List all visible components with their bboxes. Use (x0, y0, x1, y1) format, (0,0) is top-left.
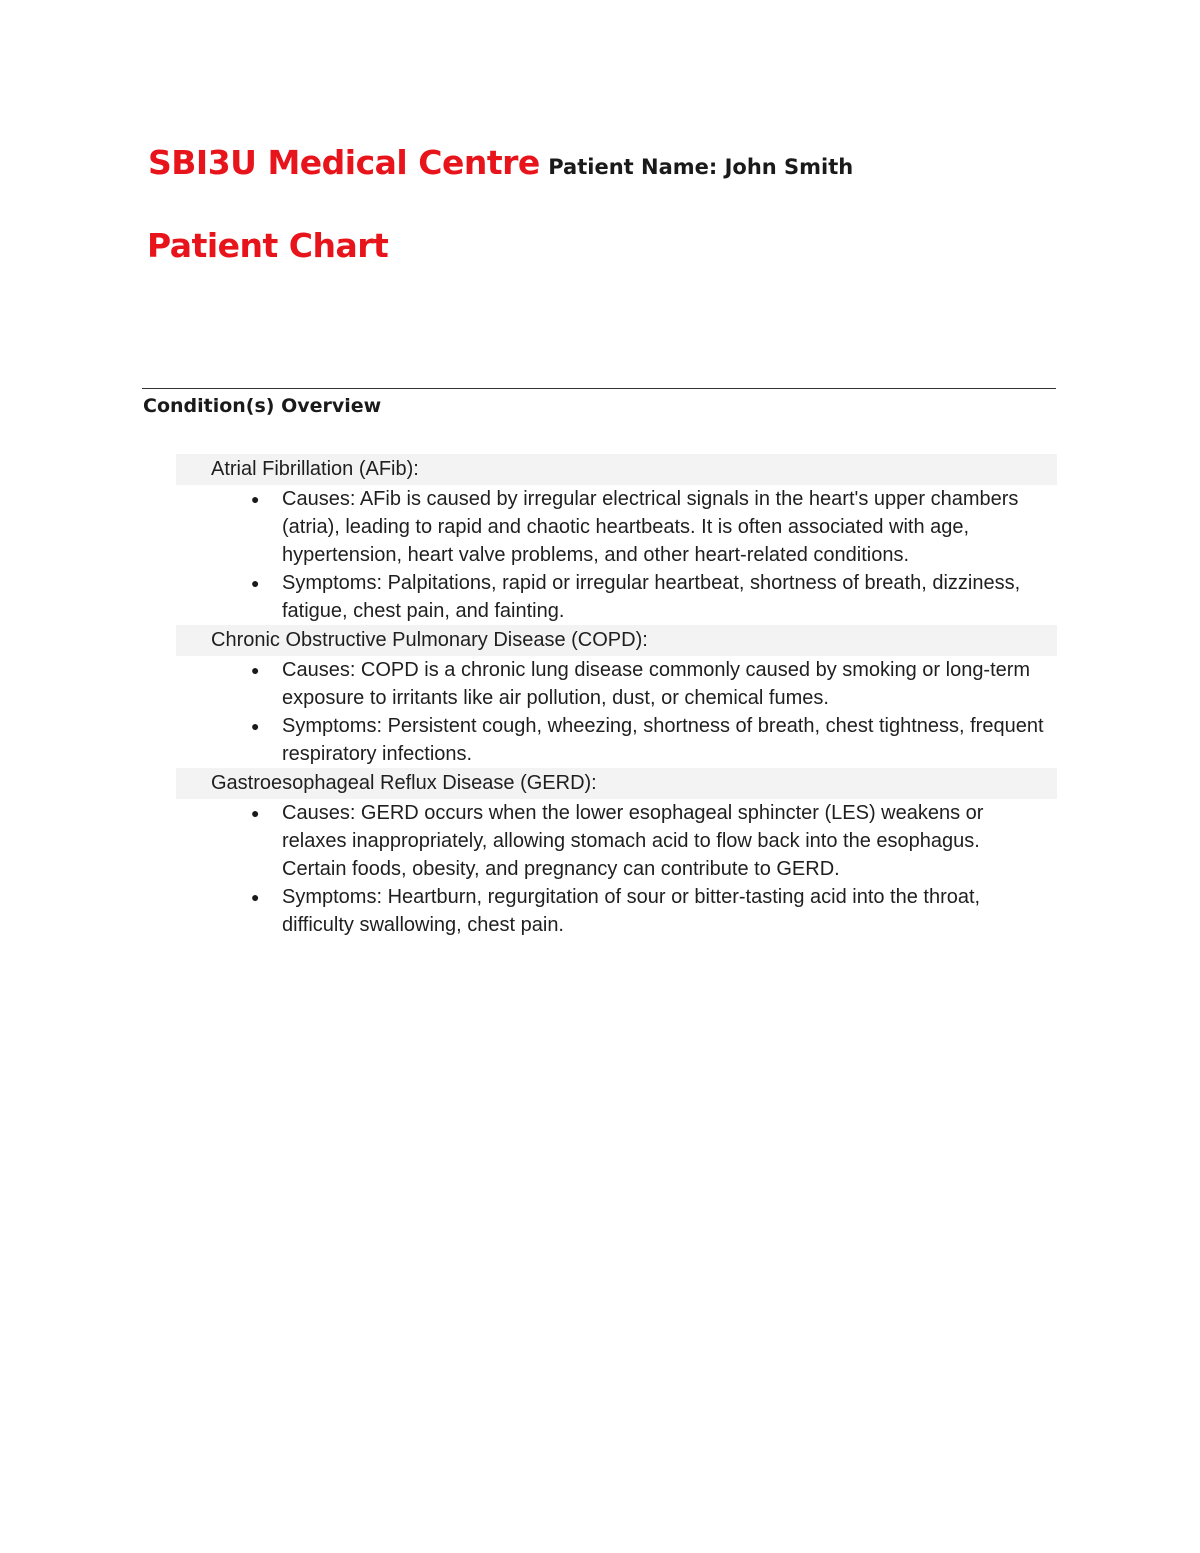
conditions-list (176, 454, 1057, 939)
symptoms-text: Symptoms: Palpitations, rapid or irregular heartbeat, shortness of breath, dizziness, fatigue, chest pain, and fainting. (282, 572, 1021, 622)
causes-item (176, 799, 1057, 883)
condition-copd (176, 625, 1057, 768)
bullet-icon: ● (251, 575, 260, 591)
chart-title: Patient Chart (147, 226, 389, 265)
causes-text: Causes: GERD occurs when the lower esophageal sphincter (LES) weakens or relaxes inappropriately, allowing stomach acid to flow back into the esophagus. Certain foods, obesity, and pregnancy can contribute to GERD. (282, 802, 984, 880)
symptoms-item (176, 569, 1057, 625)
condition-title: Chronic Obstructive Pulmonary Disease (COPD): (176, 625, 1057, 656)
causes-text: Causes: AFib is caused by irregular electrical signals in the heart's upper chambers (atria), leading to rapid and chaotic heartbeats. It is often associated with age, hypertension, heart valve problems, and other heart-related conditions. (282, 488, 1019, 566)
bullet-icon: ● (251, 491, 260, 507)
section-divider (142, 388, 1056, 389)
bullet-icon: ● (251, 718, 260, 734)
section-heading: Condition(s) Overview (143, 395, 382, 417)
symptoms-text: Symptoms: Persistent cough, wheezing, shortness of breath, chest tightness, frequent respiratory infections. (282, 715, 1044, 765)
condition-details (176, 485, 1057, 625)
medical-centre-name: SBI3U Medical Centre (148, 143, 540, 182)
symptoms-item (176, 883, 1057, 939)
causes-item (176, 485, 1057, 569)
condition-details (176, 656, 1057, 768)
symptoms-item (176, 712, 1057, 768)
document-header (148, 143, 853, 182)
causes-text: Causes: COPD is a chronic lung disease commonly caused by smoking or long-term exposure to irritants like air pollution, dust, or chemical fumes. (282, 659, 1031, 709)
bullet-icon: ● (251, 662, 260, 678)
condition-gerd (176, 768, 1057, 939)
bullet-icon: ● (251, 889, 260, 905)
bullet-icon: ● (251, 805, 260, 821)
patient-name: Patient Name: John Smith (548, 155, 854, 179)
condition-title: Gastroesophageal Reflux Disease (GERD): (176, 768, 1057, 799)
condition-details (176, 799, 1057, 939)
causes-item (176, 656, 1057, 712)
symptoms-text: Symptoms: Heartburn, regurgitation of sour or bitter-tasting acid into the throat, difficulty swallowing, chest pain. (282, 886, 981, 936)
condition-afib (176, 454, 1057, 625)
condition-title: Atrial Fibrillation (AFib): (176, 454, 1057, 485)
